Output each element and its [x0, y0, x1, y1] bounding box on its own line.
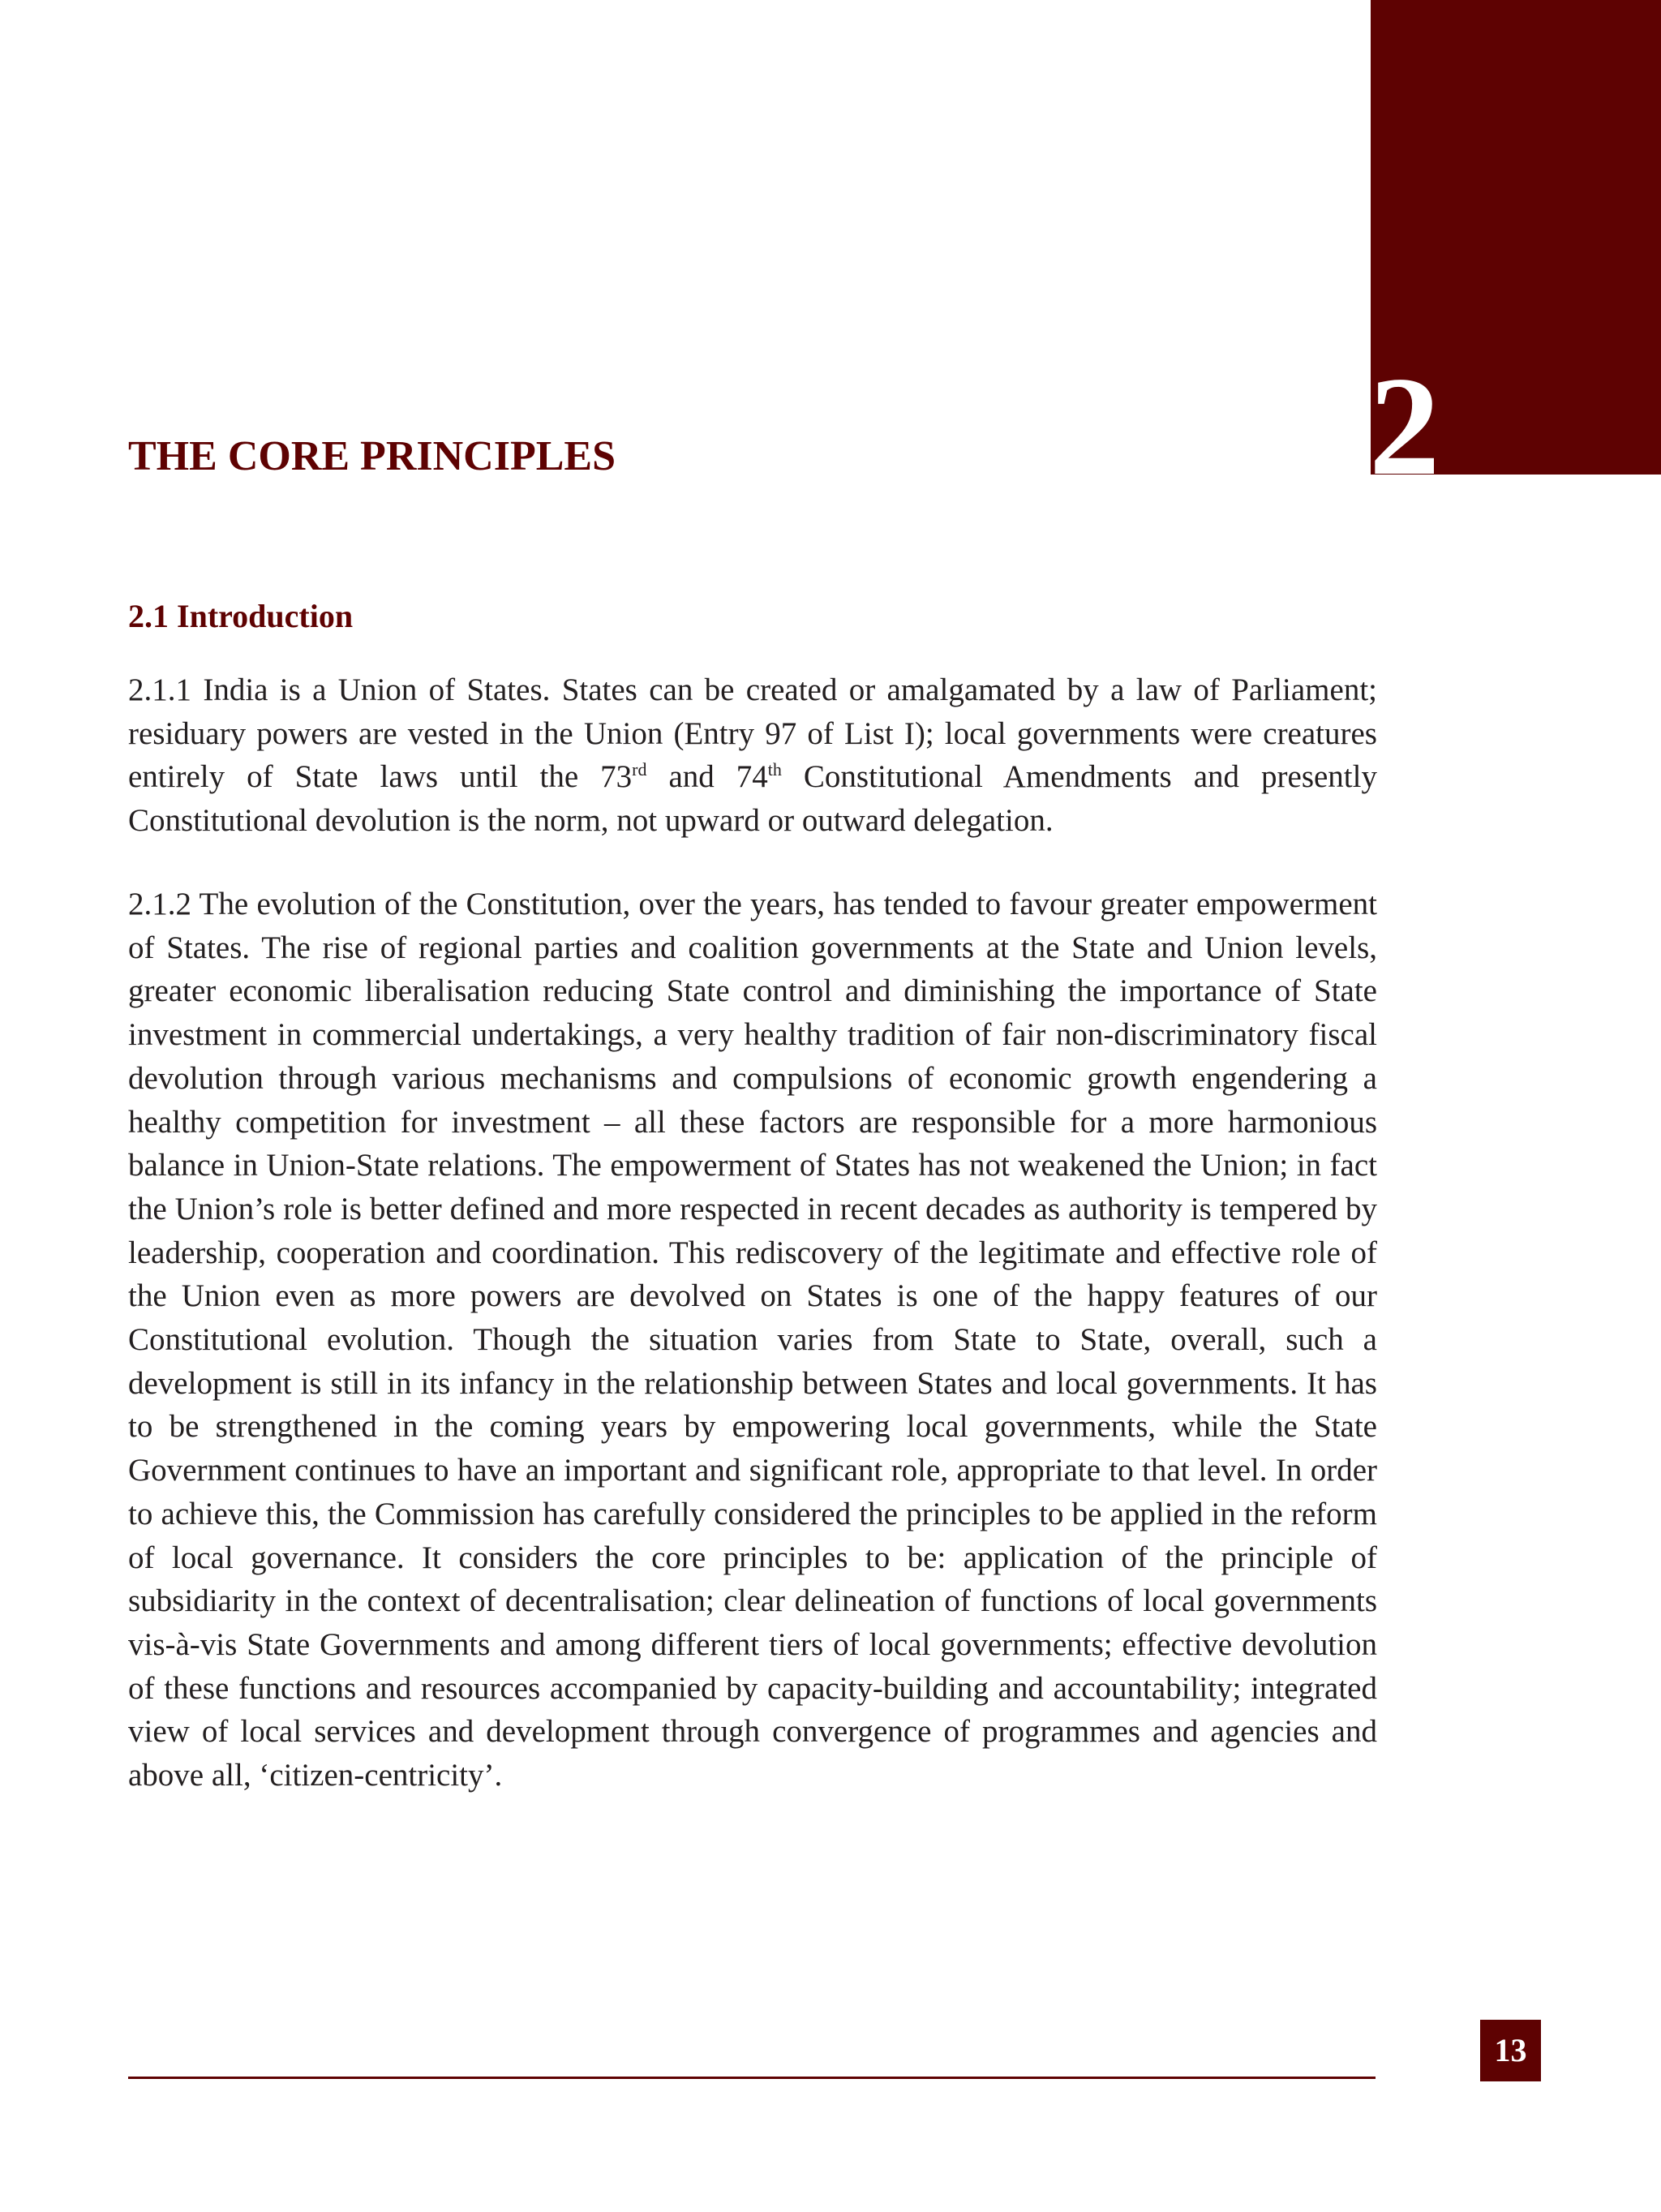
- paragraph-text: Constitutional Amendments and presently Constitutional devolution is the norm, not upward or outward delegation.: [128, 759, 1377, 839]
- chapter-title: THE CORE PRINCIPLES: [128, 433, 616, 479]
- footer-rule: [128, 2077, 1376, 2079]
- paragraph-text: 2.1.1 India is a Union of States. States can be created or amalgamated by a law of Parliament; residuary powers are vested in the Union (Entry 97 of List I); local governments were creatures entirely of State laws until the 73: [128, 672, 1377, 795]
- ordinal-suffix: rd: [632, 759, 647, 780]
- page-number: 13: [1480, 2020, 1541, 2081]
- section-heading: 2.1 Introduction: [128, 598, 354, 634]
- paragraph-2-1-2: 2.1.2 The evolution of the Constitution, over the years, has tended to favour greater empowerment of States. The rise of regional parties and coalition governments at the State and Union levels, greater economic liberalisation reducing State control and diminishing the importance of State investment in commercial undertakings, a very healthy tradition of fair non-discriminatory fiscal devolution through various mechanisms and compulsions of economic growth engendering a healthy competition for investment – all these factors are responsible for a more harmonious balance in Union-State relations. The empowerment of States has not weakened the Union; in fact the Union’s role is better defined and more respected in recent decades as authority is tempered by leadership, cooperation and coordination. This rediscovery of the legitimate and effective role of the Union even as more powers are devolved on States is one of the happy features of our Constitutional evolution. Though the situation varies from State to State, overall, such a development is still in its infancy in the relationship between States and local governments. It has to be strengthened in the coming years by empowering local governments, while the State Government continues to have an important and significant role, appropriate to that level. In order to achieve this, the Commission has carefully considered the principles to be applied in the reform of local governance. It considers the core principles to be: application of the principle of subsidiarity in the context of decentralisation; clear delineation of functions of local governments vis-à-vis State Governments and among different tiers of local governments; effective devolution of these functions and resources accompanied by capacity-building and accountability; integrated view of local services and development through convergence of programmes and agencies and above all, ‘citizen-centricity’.: [128, 887, 1377, 1793]
- chapter-number: 2: [1369, 347, 1440, 505]
- ordinal-suffix: th: [767, 759, 782, 780]
- paragraph-2-1-1: [128, 668, 1377, 843]
- paragraph-text: and 74: [646, 759, 768, 795]
